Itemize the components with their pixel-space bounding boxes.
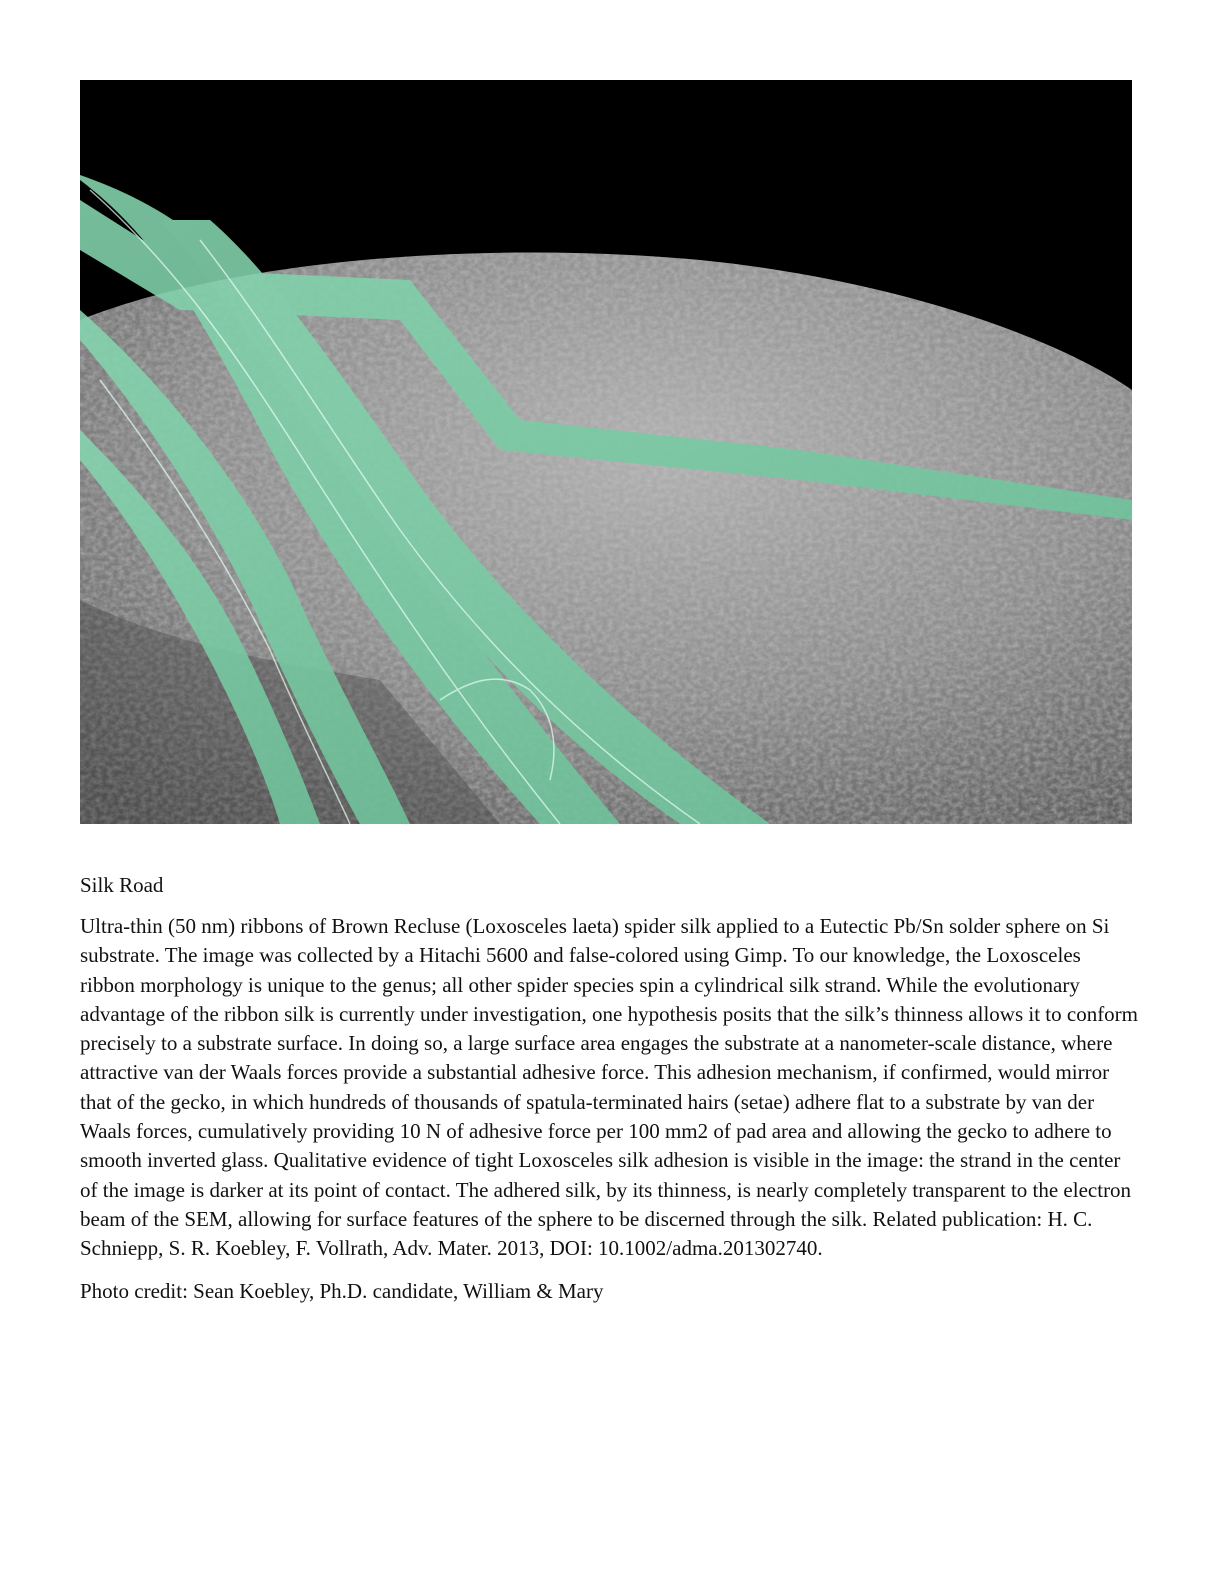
- caption-block: [80, 870, 1140, 1306]
- sem-micrograph-image: [80, 80, 1132, 824]
- photo-credit: Photo credit: Sean Koebley, Ph.D. candidate, William & Mary: [80, 1278, 604, 1303]
- caption-body: Ultra-thin (50 nm) ribbons of Brown Recluse (Loxosceles laeta) spider silk applied to a Eutectic Pb/Sn solder sphere on Si substrate. The image was collected by a Hitachi 5600 and false-colored using Gimp. To our knowledge, the Loxosceles ribbon morphology is unique to the genus; all other spider species spin a cylindrical silk strand. While the evolutionary advantage of the ribbon silk is currently under investigation, one hypothesis posits that the silk’s thinness allows it to conform precisely to a substrate surface. In doing so, a large surface area engages the substrate at a nanometer-scale distance, where attractive van der Waals forces provide a substantial adhesive force. This adhesion mechanism, if confirmed, would mirror that of the gecko, in which hundreds of thousands of spatula-terminated hairs (setae) adhere flat to a substrate by van der Waals forces, cumulatively providing 10 N of adhesive force per 100 mm2 of pad area and allowing the gecko to adhere to smooth inverted glass. Qualitative evidence of tight Loxosceles silk adhesion is visible in the image: the strand in the center of the image is darker at its point of contact. The adhered silk, by its thinness, is nearly completely transparent to the electron beam of the SEM, allowing for surface features of the sphere to be discerned through the silk. Related publication: H. C. Schniepp, S. R. Koebley, F. Vollrath, Adv. Mater. 2013, DOI: 10.1002/adma.201302740.: [80, 914, 1139, 1261]
- micrograph-illustration: [80, 80, 1132, 824]
- caption-title: Silk Road: [80, 873, 164, 897]
